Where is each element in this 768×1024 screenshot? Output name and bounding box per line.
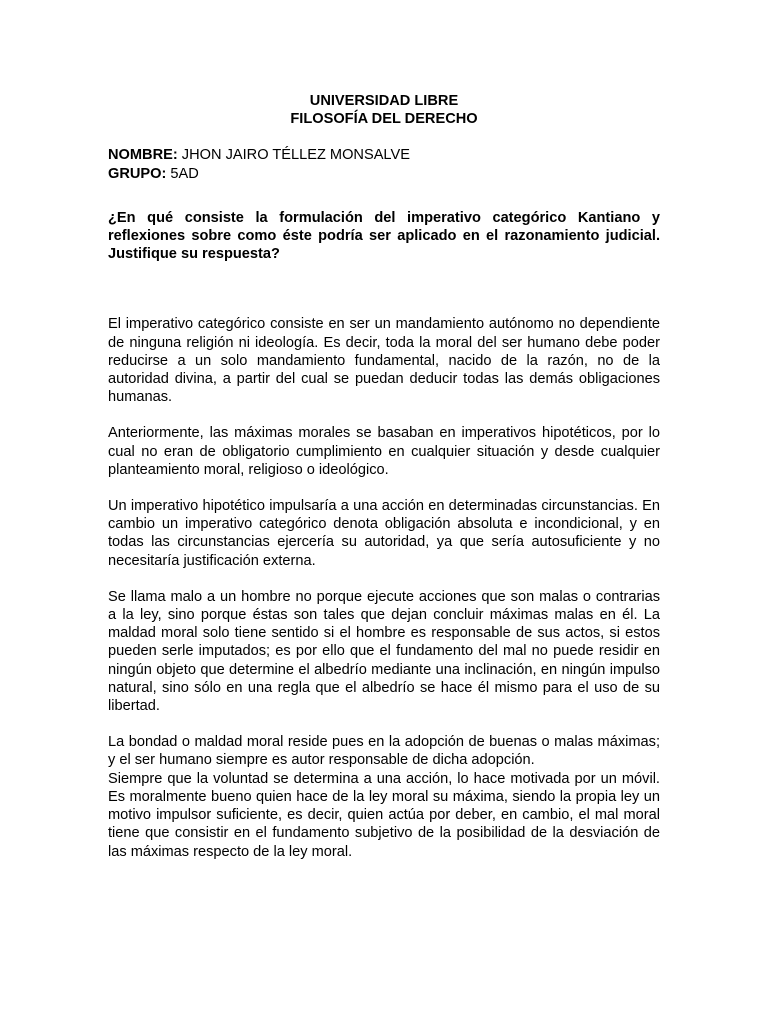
document-header [108,92,660,128]
group-label: GRUPO: [108,165,167,182]
group-line [108,165,660,183]
university-title: UNIVERSIDAD LIBRE [309,93,459,109]
name-value: JHON JAIRO TÉLLEZ MONSALVE [177,147,410,164]
paragraph-6: Siempre que la voluntad se determina a una acción, lo hace motivada por un móvil. Es moralmente bueno quien hace de la ley moral su máxima, siendo la propia ley un motivo impulsor suficiente, es decir, quien actúa por deber, en cambio, el mal moral tiene que consistir en el fundamento subjetivo de la posibilidad de la desviación de las máximas respecto de la ley moral. [108,770,660,860]
course-title: FILOSOFÍA DEL DERECHO [290,111,478,128]
paragraph-3: Un imperativo hipotético impulsaría a una acción en determinadas circunstancias. En cambio un imperativo categórico denota obligación absoluta e incondicional, y en todas las circunstancias ejercería su autoridad, ya que sería autosuficiente y no necesitaría justificación externa. [108,498,660,569]
paragraph-5: La bondad o maldad moral reside pues en la adopción de buenas o malas máximas; y el ser humano siempre es autor responsable de dicha adopción. [108,734,660,769]
paragraph-4: Se llama malo a un hombre no porque ejecute acciones que son malas o contrarias a la ley, sino porque éstas son tales que dejan concluir máximas malas en él. La maldad moral solo tiene sentido si el hombre es responsable de sus actos, si estos pueden serle imputados; es por ello que el fundamento del mal no puede residir en ningún objeto que determine el albedrío mediante una inclinación, en ningún impulso natural, sino sólo en una regla que el albedrío se hace él mismo para el uso de su libertad. [108,588,660,715]
paragraph-1: El imperativo categórico consiste en ser un mandamiento autónomo no dependiente de ninguna religión ni ideología. Es decir, toda la moral del ser humano debe poder reducirse a un solo mandamiento fundamental, nacido de la razón, no de la autoridad divina, a partir del cual se puedan deducir todas las demás obligaciones humanas. [108,316,660,406]
group-value: 5AD [166,165,199,182]
name-label: NOMBRE: [108,147,178,164]
name-line [108,146,660,164]
essay-question: ¿En qué consiste la formulación del imperativo categórico Kantiano y reflexiones sobre como éste podría ser aplicado en el razonamiento judicial. Justifique su respuesta? [108,209,660,263]
paragraph-2: Anteriormente, las máximas morales se basaban en imperativos hipotéticos, por lo cual no eran de obligatorio cumplimiento en cualquier situación y desde cualquier planteamiento moral, religioso o ideológico. [108,425,660,478]
essay-body [108,315,660,860]
student-info [108,146,660,182]
document-page [108,92,660,879]
